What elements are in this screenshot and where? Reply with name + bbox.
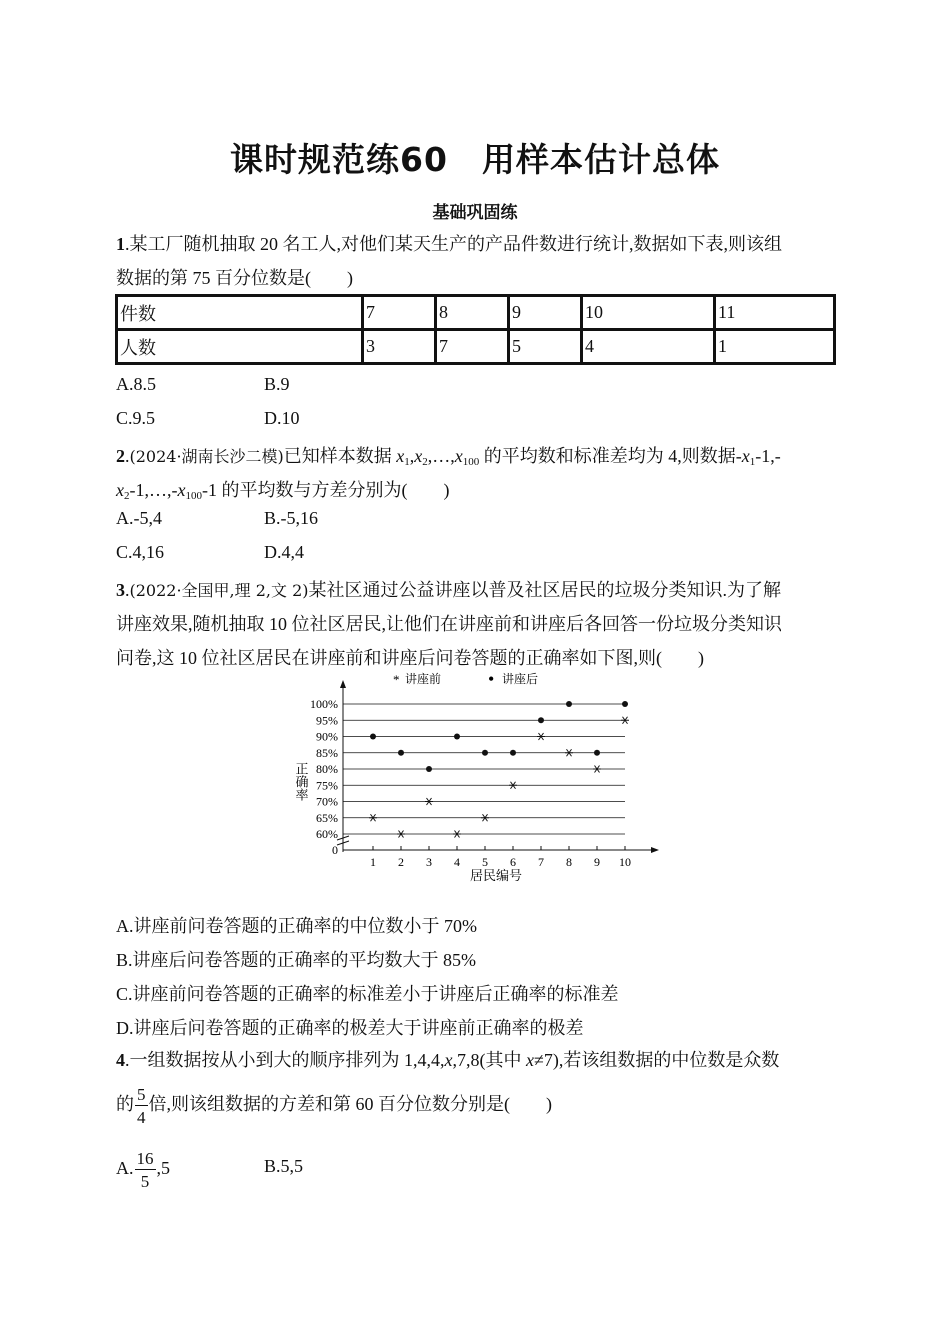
q1-option-c: C.9.5: [116, 408, 156, 428]
table-cell: 8: [436, 296, 509, 330]
x-tick-label: 9: [594, 855, 600, 869]
point-after: [398, 750, 404, 756]
point-before: [425, 798, 433, 805]
q1-data-table: [115, 294, 836, 365]
point-before: [481, 814, 489, 821]
x-tick-label: 1: [370, 855, 376, 869]
point-before: [593, 766, 601, 773]
y-axis-title: 正确率: [293, 762, 309, 801]
point-before: [621, 717, 629, 724]
x-tick-label: 5: [482, 855, 488, 869]
point-before: [397, 831, 405, 838]
x-tick-label: 2: [398, 855, 404, 869]
q3-option-a: A.讲座前问卷答题的正确率的中位数小于 70%: [116, 916, 477, 936]
table-cell: 7: [436, 330, 509, 364]
y-axis-arrow: [340, 680, 346, 688]
y-tick-label: 70%: [316, 794, 338, 809]
q4-option-a: A. $\frac{16}{5}$ ,5: [116, 1149, 170, 1191]
q2-option-c: C.4,16: [116, 542, 165, 562]
x-tick-label: 3: [426, 855, 432, 869]
q1-text-line1: 1.某工厂随机抽取 20 名工人,对他们某天生产的产品件数进行统计,数据如下表,则该组: [116, 234, 782, 254]
q3-option-d: D.讲座后问卷答题的正确率的极差大于讲座前正确率的极差: [116, 1018, 584, 1038]
x-tick-label: 7: [538, 855, 544, 869]
q2-option-b: B.-5,16: [264, 508, 318, 528]
q4-text-line2: 的 $\frac{5}{4}$ 倍,则该组数据的方差和第 60 百分位数分别是( ): [116, 1085, 552, 1127]
y-tick-label: 95%: [316, 713, 338, 728]
table-cell: 1: [715, 330, 835, 364]
q4-text-line1: 4.一组数据按从小到大的顺序排列为 1,4,4,x,7,8(其中 x≠7),若该组数据的中位数是众数: [116, 1050, 780, 1070]
q3-option-b: B.讲座后问卷答题的正确率的平均数大于 85%: [116, 950, 476, 970]
section-heading: 基础巩固练: [432, 203, 518, 223]
y-tick-label: 65%: [316, 810, 338, 825]
point-before: [509, 782, 517, 789]
q3-text-line1: 3.(2022·全国甲,理 2,文 2)某社区通过公益讲座以普及社区居民的垃圾分类知识.为了解: [116, 580, 781, 600]
table-cell: 10: [582, 296, 715, 330]
legend-marker-after: •: [488, 670, 495, 689]
x-axis-title: 居民编号: [470, 868, 523, 883]
y-tick-label: 60%: [316, 827, 338, 841]
y-tick-label: 0: [332, 843, 338, 857]
q1-option-b: B.9: [264, 374, 290, 394]
point-before: [369, 814, 377, 821]
table-row: [117, 330, 835, 364]
table-cell: 4: [582, 330, 715, 364]
q4-option-a-fraction: $\frac{16}{5}$: [136, 1149, 154, 1191]
table-cell: 11: [715, 296, 835, 330]
y-tick-label: 90%: [316, 729, 338, 744]
point-after: [510, 750, 516, 756]
point-after: [426, 766, 432, 772]
q3-scatter-chart: [285, 670, 670, 890]
point-after: [454, 734, 460, 740]
table-cell: 3: [363, 330, 436, 364]
q3-option-c: C.讲座前问卷答题的正确率的标准差小于讲座后正确率的标准差: [116, 984, 619, 1004]
q3-text-line3: 问卷,这 10 位社区居民在讲座前和讲座后问卷答题的正确率如下图,则( ): [116, 648, 704, 668]
table-cell: 人数: [117, 330, 363, 364]
legend-label-before: 讲座前: [405, 672, 442, 686]
point-after: [566, 701, 572, 707]
x-tick-label: 10: [619, 855, 631, 869]
y-tick-label: 85%: [316, 745, 338, 760]
q2-text-line1: 2.(2024·湖南长沙二模)已知样本数据 $x_1,x_2,\dots,x_{100}$ 的平均数和标准差均为 4,则数据$-x_1-1,-$: [116, 446, 781, 468]
point-after: [538, 717, 544, 723]
point-after: [370, 734, 376, 740]
legend-marker-before: *: [393, 672, 400, 687]
y-tick-label: 75%: [316, 778, 338, 793]
q4-option-b: B.5,5: [264, 1156, 304, 1176]
q1-text-line2: 数据的第 75 百分位数是( ): [116, 268, 353, 288]
point-before: [565, 749, 573, 756]
q2-option-a: A.-5,4: [116, 508, 162, 528]
y-tick-label: 80%: [316, 762, 338, 776]
point-after: [622, 701, 628, 707]
x-tick-label: 4: [454, 855, 460, 869]
table-cell: 件数: [117, 296, 363, 330]
point-before: [453, 831, 461, 838]
point-after: [482, 750, 488, 756]
table-cell: 5: [509, 330, 582, 364]
x-axis-arrow: [651, 847, 659, 853]
q4-fraction: $\frac{5}{4}$: [137, 1085, 146, 1127]
x-tick-label: 6: [510, 855, 516, 869]
q2-text-line2: $x_2-1,\dots,-x_{100}-1$ 的平均数与方差分别为( ): [116, 480, 450, 502]
q1-option-a: A.8.5: [116, 374, 156, 394]
y-tick-label: 100%: [310, 697, 338, 711]
q1-option-d: D.10: [264, 408, 300, 428]
table-cell: 9: [509, 296, 582, 330]
table-cell: 7: [363, 296, 436, 330]
q3-text-line2: 讲座效果,随机抽取 10 位社区居民,让他们在讲座前和讲座后各回答一份垃圾分类知识: [116, 614, 782, 634]
point-before: [537, 733, 545, 740]
page-title: 课时规范练60 用样本估计总体: [230, 140, 720, 179]
table-row: [117, 296, 835, 330]
legend-label-after: 讲座后: [502, 672, 539, 686]
x-tick-label: 8: [566, 855, 572, 869]
q2-option-d: D.4,4: [264, 542, 304, 562]
point-after: [594, 750, 600, 756]
